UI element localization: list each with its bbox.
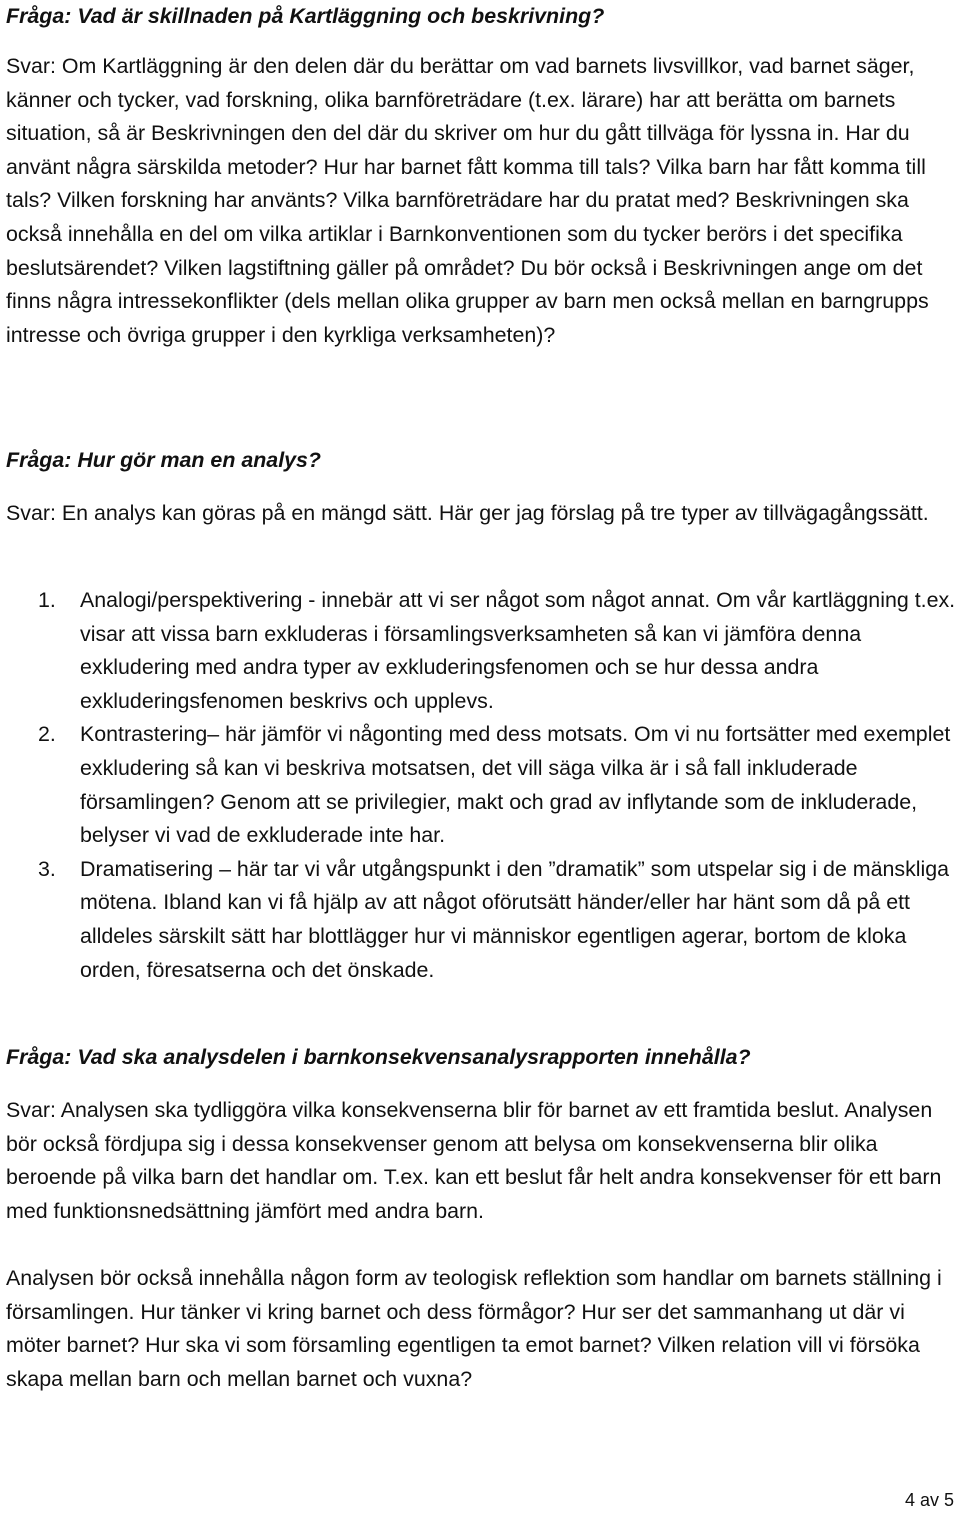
answer-paragraph: Analysen bör också innehålla någon form av teologisk reflektion som handlar om barnets ställning i församlingen. Hur tänker vi kring barnet och dess förmågor? Hur ser det sammanhang ut där vi möter barnet? Hur ska vi som församling egentligen ta emot barnet? Vilken relation vill vi försöka skapa mellan barn och mellan barnet och vuxna? bbox=[6, 1266, 942, 1391]
question-heading: Fråga: Hur gör man en analys? bbox=[6, 448, 321, 472]
list-item bbox=[6, 853, 958, 987]
list-number: 3. bbox=[38, 856, 56, 881]
answer-paragraph: Svar: En analys kan göras på en mängd sätt. Här ger jag förslag på tre typer av tillvägagångssätt. bbox=[6, 501, 929, 525]
list-number: 2. bbox=[38, 722, 56, 747]
question-heading: Fråga: Vad ska analysdelen i barnkonsekvensanalysrapporten innehålla? bbox=[6, 1045, 751, 1069]
list-item bbox=[6, 584, 958, 718]
answer-paragraph: Svar: Analysen ska tydliggöra vilka konsekvenserna blir för barnet av ett framtida beslut. Analysen bör också fördjupa sig i dessa konsekvenser genom att belysa om konsekvenserna blir olika beroende på vilka barn det handlar om. T.ex. kan ett beslut får helt andra konsekvenser för ett barn med funktionsnedsättning jämfört med andra barn. bbox=[6, 1098, 942, 1223]
method-list bbox=[6, 584, 958, 987]
list-item bbox=[6, 718, 958, 852]
answer-paragraph: Svar: Om Kartläggning är den delen där du berättar om vad barnets livsvillkor, vad barnet säger, känner och tycker, vad forskning, olika barnföreträdare (t.ex. lärare) har att berätta om barnets situation, så är Beskrivningen den del där du skriver om hur du gått tillväga för lyssna in. Har du använt några särskilda metoder? Hur har barnet fått komma till tals? Vilka barn har fått komma till tals? Vilken forskning har använts? Vilka barnföreträdare har du pratat med? Beskrivningen ska också innehålla en del om vilka artiklar i Barnkonventionen som du tycker berörs i det specifika beslutsärendet? Vilken lagstiftning gäller på området? Du bör också i Beskrivningen ange om det finns några intressekonflikter (dels mellan olika grupper av barn men också mellan en barngrupps intresse och övriga grupper i den kyrkliga verksamheten)? bbox=[6, 54, 929, 347]
list-item-text: Kontrastering– här jämför vi någonting med dess motsats. Om vi nu fortsätter med exemplet exkludering så kan vi beskriva motsatsen, det vill säga vilka är i så fall inkluderade församlingen? Genom att se privilegier, makt och grad av inflytande som de inkluderade, belyser vi vad de exkluderade inte har. bbox=[80, 722, 951, 848]
list-item-text: Analogi/perspektivering - innebär att vi ser något som något annat. Om vår kartläggning t.ex. visar att vissa barn exkluderas i församlingsverksamheten så kan vi jämföra denna exkludering med andra typer av exkluderingsfenomen och se hur dessa andra exkluderingsfenomen beskrivs och upplevs. bbox=[80, 588, 956, 713]
page-number: 4 av 5 bbox=[904, 1490, 954, 1510]
list-number: 1. bbox=[38, 588, 56, 612]
question-heading: Fråga: Vad är skillnaden på Kartläggning och beskrivning? bbox=[6, 4, 605, 28]
list-item-text: Dramatisering – här tar vi vår utgångspunkt i den ”dramatik” som utspelar sig i de mänskliga mötena. Ibland kan vi få hjälp av att något oförutsätt händer/eller har hänt som då på ett alldeles särskilt sätt har blottlägger hur vi människor egentligen agerar, bortom de kloka orden, föresatserna och det önskade. bbox=[80, 856, 950, 982]
